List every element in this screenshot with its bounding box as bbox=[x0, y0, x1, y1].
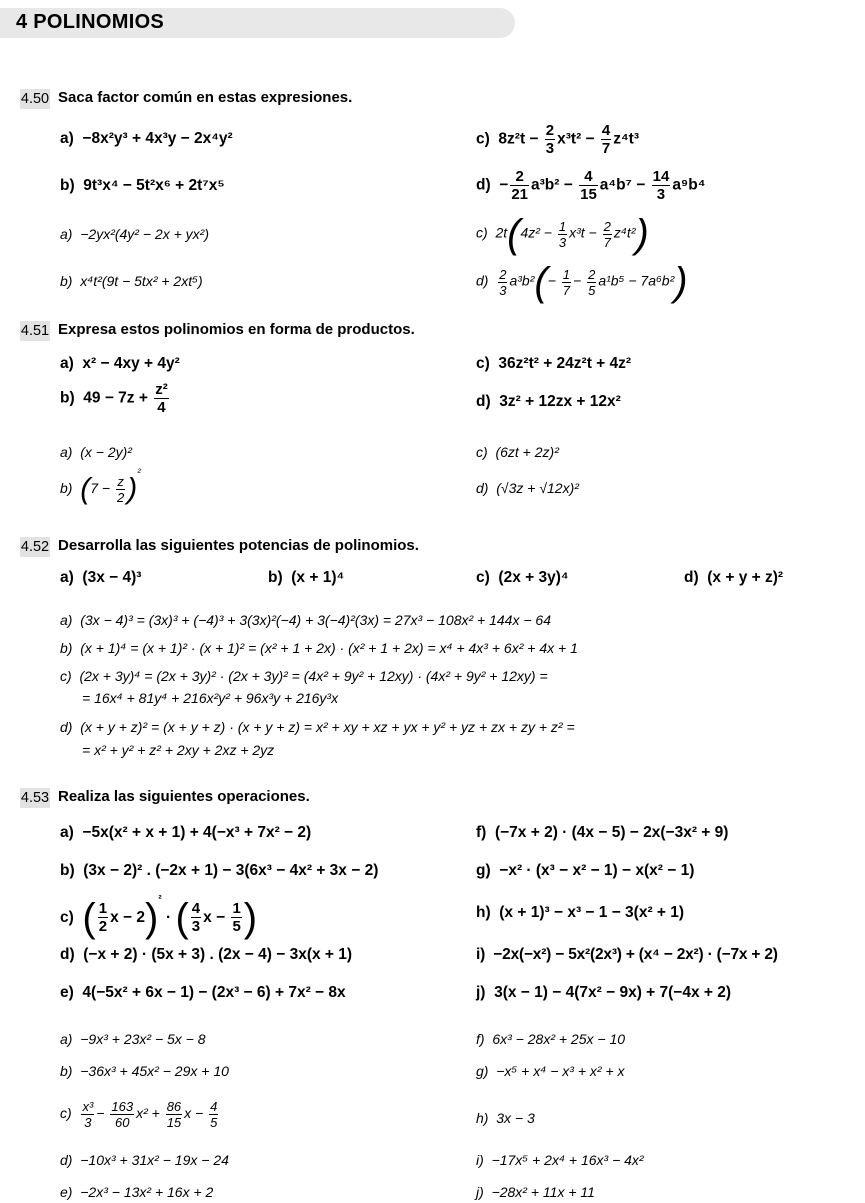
answer-c bbox=[476, 444, 559, 460]
answer-label: b) bbox=[60, 1063, 73, 1079]
answer-expression: (2x + 3y)⁴ = (2x + 3y)² · (2x + 3y)² = (4x² + 9y² + 12xy) · (4x² + 9y² + 12xy) = bbox=[79, 668, 548, 684]
question-a bbox=[60, 355, 180, 373]
question-c: c) 8z²t − $\frac{2}{3}$ x³t² − $\frac{4}{7}$ z⁴t³ bbox=[476, 122, 640, 157]
answer-expression: −17x⁵ + 2x⁴ + 16x³ − 4x² bbox=[491, 1152, 644, 1168]
question-label: f) bbox=[476, 824, 487, 841]
question-expression: 3(x − 1) − 4(7x² − 9x) + 7(−4x + 2) bbox=[494, 984, 732, 1001]
question-expression: −5x(x² + x + 1) + 4(−x³ + 7x² − 2) bbox=[82, 824, 312, 841]
answer-d bbox=[60, 719, 575, 735]
question-a bbox=[60, 569, 141, 587]
answer-d bbox=[60, 1152, 229, 1168]
question-expression: 36z²t² + 24z²t + 4z² bbox=[498, 355, 632, 372]
answer-c: c) $\frac{\text{x³}}{3}$ − $\frac{163}{60}$ x² + $\frac{86}{15}$ x − $\frac{4}{5}$ bbox=[60, 1099, 218, 1130]
chapter-header-bar bbox=[0, 8, 515, 38]
question-expression: (3x − 4)³ bbox=[82, 569, 142, 586]
answer-label: f) bbox=[476, 1031, 485, 1047]
answer-j bbox=[476, 1184, 595, 1200]
question-i bbox=[476, 946, 778, 964]
question-label: c) bbox=[476, 130, 490, 148]
answer-label: c) bbox=[476, 224, 488, 241]
answer-g bbox=[476, 1063, 625, 1079]
answer-label: j) bbox=[476, 1184, 484, 1200]
question-expression: (x + 1)³ − x³ − 1 − 3(x² + 1) bbox=[499, 904, 685, 921]
exercise-title: Expresa estos polinomios en forma de productos. bbox=[58, 321, 415, 338]
question-expression: −8x²y³ + 4x³y − 2x⁴y² bbox=[82, 130, 233, 147]
question-label: d) bbox=[476, 393, 491, 410]
answer-label: h) bbox=[476, 1110, 489, 1126]
answer-f bbox=[476, 1031, 625, 1047]
question-label: j) bbox=[476, 984, 486, 1001]
question-label: g) bbox=[476, 862, 491, 879]
question-label: a) bbox=[60, 130, 74, 147]
question-label: c) bbox=[476, 569, 490, 586]
question-label: b) bbox=[60, 389, 75, 407]
answer-expression: −36x³ + 45x² − 29x + 10 bbox=[80, 1063, 229, 1079]
answer-a bbox=[60, 612, 551, 628]
question-label: d) bbox=[476, 176, 491, 194]
question-expression: −2x(−x²) − 5x²(2x³) + (x⁴ − 2x²) · (−7x + 2) bbox=[493, 946, 778, 963]
answer-label: a) bbox=[60, 444, 73, 460]
question-h bbox=[476, 904, 684, 922]
question-c bbox=[476, 569, 569, 587]
answer-expression: −2x³ − 13x² + 16x + 2 bbox=[80, 1184, 214, 1200]
answer-expression: (x − 2y)² bbox=[80, 444, 132, 460]
exercise-number: 4.53 bbox=[20, 790, 50, 806]
answer-expression: −9x³ + 23x² − 5x − 8 bbox=[80, 1031, 206, 1047]
answer-expression: x⁴t²(9t − 5tx² + 2xt⁵) bbox=[80, 273, 203, 289]
answer-label: d) bbox=[60, 719, 73, 735]
question-d: d) − $\frac{2}{21}$ a³b² − $\frac{4}{15}$ a⁴b⁷ − $\frac{14}{3}$ a⁹b⁴ bbox=[476, 168, 706, 203]
answer-label: a) bbox=[60, 1031, 73, 1047]
question-label: a) bbox=[60, 569, 74, 586]
answer-expression: −x⁵ + x⁴ − x³ + x² + x bbox=[496, 1063, 625, 1079]
answer-expression: (√3z + √12x)² bbox=[496, 480, 579, 496]
question-a bbox=[60, 824, 311, 842]
question-expression: 4(−5x² + 6x − 1) − (2x³ − 6) + 7x² − 8x bbox=[82, 984, 346, 1001]
question-expression: (x + y + z)² bbox=[707, 569, 784, 586]
answer-a bbox=[60, 444, 132, 460]
question-expression: 3z² + 12zx + 12x² bbox=[499, 393, 621, 410]
question-label: d) bbox=[684, 569, 699, 586]
question-expression: 9t³x⁴ − 5t²x⁶ + 2t⁷x⁵ bbox=[83, 177, 225, 194]
answer-label: c) bbox=[60, 1105, 72, 1122]
chapter-title: 4 POLINOMIOS bbox=[16, 11, 165, 33]
question-expression: −x² · (x³ − x² − 1) − x(x² − 1) bbox=[499, 862, 695, 879]
exercise-title: Saca factor común en estas expresiones. bbox=[58, 89, 353, 106]
question-b: b) 49 − 7z + $\frac{\text{z²}}{4}$ bbox=[60, 381, 168, 416]
question-label: b) bbox=[60, 177, 75, 194]
answer-expression: (3x − 4)³ = (3x)³ + (−4)³ + 3(3x)²(−4) + 3(−4)²(3x) = 27x³ − 108x² + 144x − 64 bbox=[80, 612, 551, 628]
question-d bbox=[60, 946, 352, 964]
answer-label: d) bbox=[476, 480, 489, 496]
answer-expression: −10x³ + 31x² − 19x − 24 bbox=[80, 1152, 229, 1168]
answer-label: c) bbox=[476, 444, 488, 460]
question-a bbox=[60, 130, 233, 148]
answer-expression: −2yx²(4y² − 2x + yx²) bbox=[80, 226, 209, 242]
answer-a bbox=[60, 1031, 206, 1047]
question-label: c) bbox=[476, 355, 490, 372]
question-expression: x² − 4xy + 4y² bbox=[82, 355, 180, 372]
answer-expression: 6x³ − 28x² + 25x − 10 bbox=[492, 1031, 626, 1047]
answer-label: a) bbox=[60, 612, 73, 628]
exercise-number: 4.50 bbox=[20, 91, 50, 107]
answer-d-continuation: = x² + y² + z² + 2xy + 2xz + 2yz bbox=[82, 742, 275, 758]
question-g bbox=[476, 862, 694, 880]
answer-label: e) bbox=[60, 1184, 73, 1200]
question-b bbox=[268, 569, 344, 587]
answer-label: g) bbox=[476, 1063, 489, 1079]
answer-c-continuation: = 16x⁴ + 81y⁴ + 216x²y² + 96x³y + 216y³x bbox=[82, 690, 339, 706]
exercise-title: Realiza las siguientes operaciones. bbox=[58, 788, 310, 805]
question-label: i) bbox=[476, 946, 486, 963]
answer-expression: 3x − 3 bbox=[496, 1110, 535, 1126]
question-c bbox=[476, 355, 631, 373]
question-expression: (2x + 3y)⁴ bbox=[498, 569, 569, 586]
question-label: b) bbox=[268, 569, 283, 586]
question-d bbox=[684, 569, 783, 587]
question-label: h) bbox=[476, 904, 491, 921]
answer-e bbox=[60, 1184, 213, 1200]
exercise-title: Desarrolla las siguientes potencias de polinomios. bbox=[58, 537, 419, 554]
question-expression: (−x + 2) · (5x + 3) . (2x − 4) − 3x(x + 1) bbox=[83, 946, 353, 963]
question-label: d) bbox=[60, 946, 75, 963]
answer-b: b) (7 − $\frac{z}{2}$ )$^{^2}$ bbox=[60, 467, 141, 506]
answer-c: c) 2t(4z² − $\frac{1}{3}$ x³t − $\frac{2}{7}$ z⁴t²) bbox=[476, 212, 649, 256]
answer-h bbox=[476, 1110, 535, 1126]
answer-label: b) bbox=[60, 640, 73, 656]
question-expression: (x + 1)⁴ bbox=[291, 569, 345, 586]
answer-label: i) bbox=[476, 1152, 484, 1168]
question-label: a) bbox=[60, 824, 74, 841]
question-e bbox=[60, 984, 346, 1002]
exercise-number: 4.51 bbox=[20, 323, 50, 339]
question-c: c) ( $\frac{1}{2}$ x − 2)$^{^2}$ · ( $\frac{4}{3}$ x − $\frac{1}{5}$ ) bbox=[60, 894, 258, 940]
question-label: e) bbox=[60, 984, 74, 1001]
answer-c bbox=[60, 668, 548, 684]
question-f bbox=[476, 824, 728, 842]
answer-label: b) bbox=[60, 273, 73, 289]
answer-label: b) bbox=[60, 480, 73, 496]
answer-expression: (x + y + z)² = (x + y + z) · (x + y + z) = x² + xy + xz + yx + y² + yz + zx + zy + z² = bbox=[80, 719, 575, 735]
answer-expression: −28x² + 11x + 11 bbox=[491, 1184, 595, 1200]
answer-expression: (x + 1)⁴ = (x + 1)² · (x + 1)² = (x² + 1 + 2x) · (x² + 1 + 2x) = x⁴ + 4x³ + 6x² + 4x + 1 bbox=[80, 640, 578, 656]
question-j bbox=[476, 984, 731, 1002]
answer-expression: (6zt + 2z)² bbox=[495, 444, 559, 460]
question-label: c) bbox=[60, 909, 74, 926]
question-expression: (−7x + 2) · (4x − 5) − 2x(−3x² + 9) bbox=[494, 824, 729, 841]
answer-b bbox=[60, 640, 578, 656]
question-expression: (3x − 2)² . (−2x + 1) − 3(6x³ − 4x² + 3x − 2) bbox=[83, 862, 379, 879]
exercise-number: 4.52 bbox=[20, 539, 50, 555]
answer-label: d) bbox=[476, 272, 489, 289]
answer-label: d) bbox=[60, 1152, 73, 1168]
answer-d bbox=[476, 480, 579, 496]
answer-i bbox=[476, 1152, 644, 1168]
answer-label: c) bbox=[60, 668, 72, 684]
question-b bbox=[60, 862, 378, 880]
question-label: a) bbox=[60, 355, 74, 372]
question-b bbox=[60, 177, 225, 195]
answer-d: d) $\frac{2}{3}$ a³b²(− $\frac{1}{7}$ − $\frac{2}{5}$ a¹b⁵ − 7a⁶b²) bbox=[476, 260, 688, 304]
answer-label: a) bbox=[60, 226, 73, 242]
answer-b bbox=[60, 1063, 229, 1079]
answer-a bbox=[60, 226, 209, 242]
question-label: b) bbox=[60, 862, 75, 879]
answer-b bbox=[60, 273, 203, 289]
question-d bbox=[476, 393, 621, 411]
